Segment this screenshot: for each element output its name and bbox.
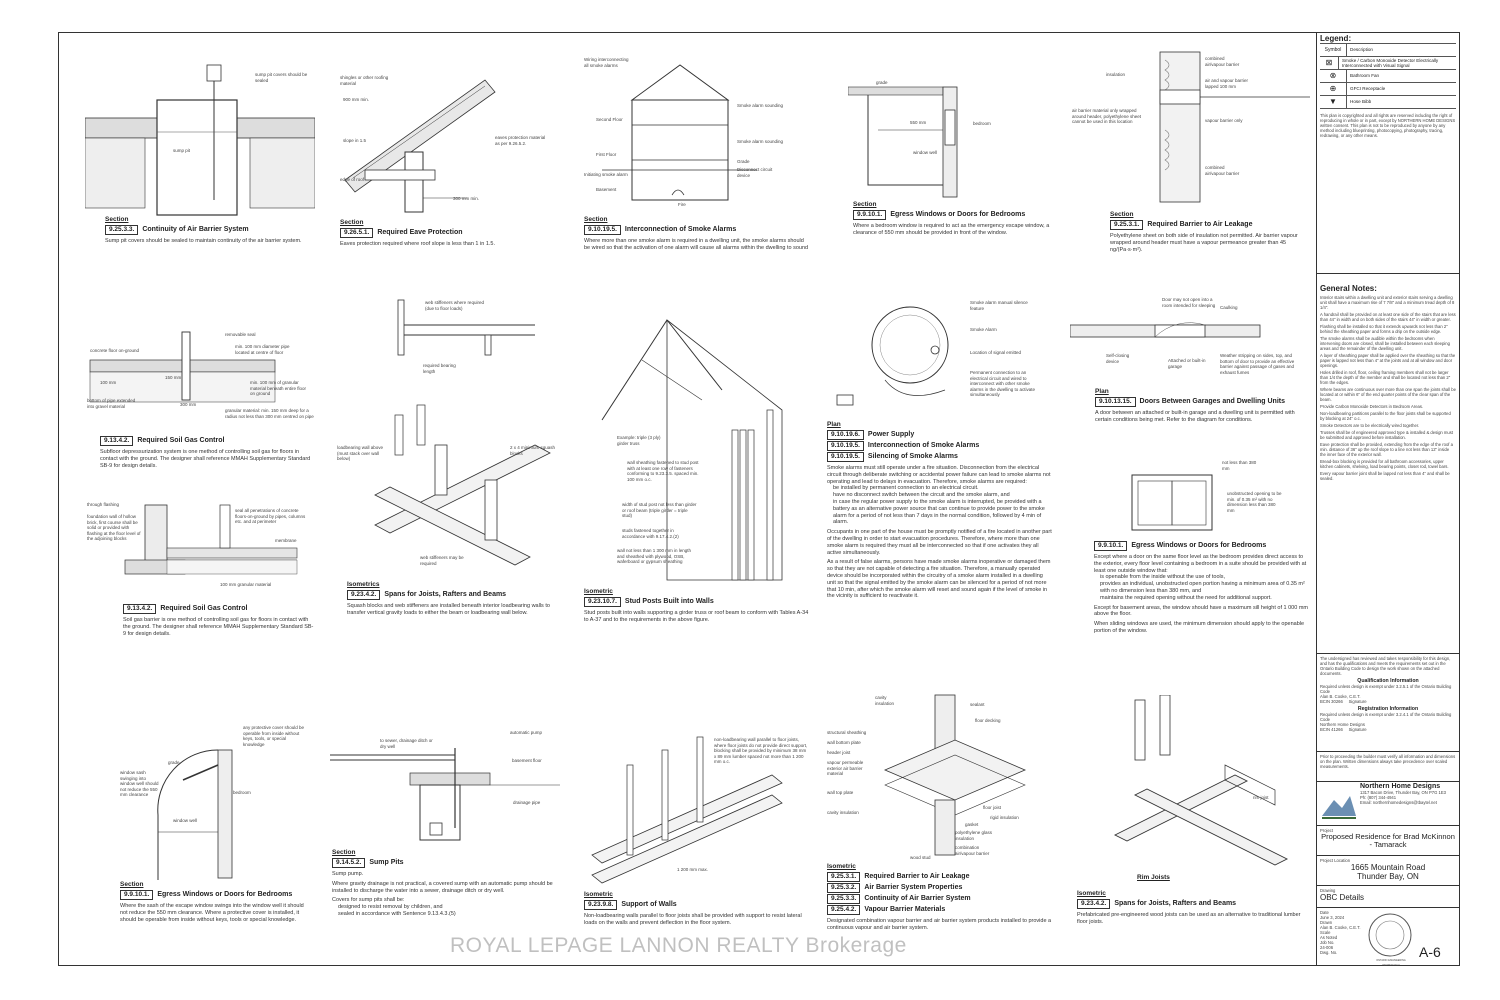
label-gasket: gasket <box>965 822 979 827</box>
detail-title: Stud Posts Built into Walls <box>624 598 714 605</box>
detail-title: Required Soil Gas Control <box>160 605 248 612</box>
label-door-sleeping: Door may not open into a room intended for sleeping <box>1162 297 1216 308</box>
general-note-item: A handrail shall be provided on at least one side of the stairs that are less than 44" in width and on both sides of the stairs 44" in width or greater. <box>1320 312 1456 322</box>
label-sewer: to sewer, drainage ditch or dry well <box>380 738 433 749</box>
label-100mm: 100 mm <box>100 380 117 385</box>
detail-eave-protection <box>335 70 555 270</box>
code-tag: 9.23.4.2. <box>1077 899 1110 909</box>
label-bedroom: bedroom <box>233 790 251 795</box>
company-block <box>1317 782 1459 826</box>
detail-text: Occupants in one part of the house must be promptly notified of a fire located in another part of the dwelling in order to start evacuation procedures. Therefore, where more than one smoke alarm is required they must all be interconnected so that if one activates they all active simultaneously. <box>827 529 1052 556</box>
detail-soil-gas-pipe <box>85 330 315 500</box>
label-floor-joist: floor joist <box>983 805 1002 810</box>
code-tag: 9.25.4.2. <box>827 905 860 915</box>
company-address: 1317 Bacon Drive, Thunder Bay, ON P7G 1E3 <box>1360 790 1446 795</box>
detail-title: Continuity of Air Barrier System <box>864 895 971 902</box>
detail-text: Covers for sump pits shall be: <box>332 897 405 904</box>
label-first-floor: First Floor <box>596 152 617 157</box>
detail-text: Non-loadbearing walls parallel to floor joists shall be provided with support to resist lateral loads on the walls and prevent deflection in the floor system. <box>584 913 802 926</box>
label-cavity-insulation: cavity insulation <box>875 695 895 706</box>
label-grade: Grade <box>737 159 750 164</box>
label-sump-covers: sump pit covers should be sealed <box>255 72 308 83</box>
label-second-floor: Second Floor <box>596 117 623 122</box>
view-label: Section <box>584 216 608 223</box>
code-tag: 9.9.10.1. <box>120 890 153 900</box>
label-attached-garage: Attached or built-in garage <box>1168 358 1206 369</box>
label-loadbearing-wall: loadbearing wall above (must stack over wall below) <box>337 445 384 461</box>
detail-title: Required Barrier to Air Leakage <box>1147 221 1253 228</box>
general-note-item: Flashing shall be installed so that it extends upwards not less than 2" behind the sheathing paper and forms a drip on the outside edge. <box>1320 324 1448 334</box>
label-weather-stripping: Weather stripping on sides, top, and bottom of door to provide an effective barrier against passage of gases and exhaust fumes <box>1220 353 1295 375</box>
detail-joist-squash-blocks <box>335 295 570 650</box>
view-label: Isometric <box>584 588 613 595</box>
responsibility-statement: The undersigned has reviewed and takes responsibility for this design, and has the qualifications and meets the requirements set out in the Ontario Building Code to design the work shown on the attached documents. <box>1320 656 1451 676</box>
view-label: Isometric <box>584 891 613 898</box>
view-label: Section <box>1110 211 1134 218</box>
label-cavity-insulation-2: cavity insulation <box>827 810 859 815</box>
job-label: Job No. <box>1320 940 1335 945</box>
detail-title: Support of Walls <box>621 901 677 908</box>
detail-text: Prefabricated pre-engineered wood joists can be used as an alternative to traditional lumber floor joists. <box>1077 912 1301 925</box>
detail-egress-window-opening <box>1092 455 1310 655</box>
detail-title: Egress Windows or Doors for Bedrooms <box>890 211 1026 218</box>
label-window-well: window well <box>173 818 198 823</box>
code-tag: 9.14.5.2. <box>332 858 365 868</box>
label-edge-of-roof: edge of roof <box>340 177 365 182</box>
label-wall-sheathing: wall sheathing fastened to stud post with at least one row of fasteners conforming to 9.23.3.5. spaced min. 100 mm o.c. <box>627 460 699 482</box>
location-label: Project Location <box>1320 858 1351 863</box>
location-block <box>1317 856 1459 886</box>
label-seal-penetrations: seal all penetrations of concrete floors-on-ground by pipes, columns etc. and at perimeter <box>235 508 306 524</box>
detail-text: Soil gas barrier is one method of controlling soil gas for floors in contact with the ground. The designer shall reference MMAH Supplementary Standard SB-9 for design details. <box>123 617 314 637</box>
label-granular-min: min. 100 mm of granular material beneath entire floor on ground <box>250 380 307 396</box>
dwg-label: Dwg. No. <box>1320 950 1338 955</box>
review-note-block <box>1317 752 1459 782</box>
sheet-number: A-6 <box>1419 944 1441 960</box>
label-bedroom: bedroom <box>973 121 991 126</box>
detail-title: Required Eave Protection <box>377 229 463 236</box>
view-label: Plan <box>827 421 841 428</box>
label-grade: grade <box>168 760 180 765</box>
label-wall-length: wall not less than 1 300 mm in length and sheathed with plywood, OSB, waferboard or gypsum sheathing <box>617 548 692 564</box>
label-grade: grade <box>876 80 888 85</box>
label-disconnect: Disconnect circuit device <box>737 167 773 178</box>
seal-text: ONTARIO ENGINEERING TECHNOLOGY <box>1376 959 1406 967</box>
label-150mm: 150 mm <box>165 375 182 380</box>
company-name: Northern Home Designs <box>1360 783 1441 790</box>
detail-text: Stud posts built into walls supporting a girder truss or roof beam to conform with Tables A-34 to A-37 and to the requirements in the above figure. <box>584 610 809 623</box>
detail-text: Where gravity drainage is not practical, a covered sump with an automatic pump should be installed to discharge the water into a sewer, drainage ditch or dry well. <box>332 880 553 894</box>
label-insulation: insulation <box>1106 72 1126 77</box>
detail-title: Interconnection of Smoke Alarms <box>624 226 737 233</box>
registration-name: Northern Home Designs <box>1320 722 1365 727</box>
detail-title: Egress Windows or Doors for Bedrooms <box>1131 542 1267 549</box>
code-tag: 9.23.4.2. <box>347 590 380 600</box>
location-line-2: Thunder Bay, ON <box>1357 872 1419 881</box>
detail-garage-door <box>1070 295 1310 445</box>
bullet-item: have no disconnect switch between the circuit and the smoke alarm, and <box>833 492 1010 499</box>
detail-text: Eaves protection required where roof slope is less than 1 in 1.5. <box>340 241 496 247</box>
legend-row <box>1320 56 1456 69</box>
legend-description: GFCI Receptacle <box>1350 86 1386 92</box>
label-300mm: 300 mm min. <box>453 196 480 201</box>
code-tag: 9.23.9.8. <box>584 900 617 910</box>
detail-text: A door between an attached or built-in garage and a dwelling unit is permitted with certain conditions being met. Refer to the diagram for conditions. <box>1095 410 1295 423</box>
project-name: Proposed Residence for Brad McKinnon - Tamarack <box>1321 832 1455 849</box>
drawing-name: OBC Details <box>1320 893 1365 902</box>
bcin-value: BCIN 41266 <box>1320 727 1343 732</box>
code-tag: 9.13.4.2. <box>123 604 156 614</box>
bullet-item: in case the regular power supply to the smoke alarm is interrupted, be provided with a battery as an alternative power source that can continue to provide power to the smoke alarm for a period of not less than 7 days in the normal condition, followed by 4 min of alarm. <box>833 498 1045 526</box>
location-line-1: 1665 Mountain Road <box>1350 863 1426 872</box>
detail-title: Required Soil Gas Control <box>137 437 225 444</box>
legend-description: Bathroom Fan <box>1350 73 1380 79</box>
detail-text: Subfloor depressurization system is one method of controlling soil gas for floors in contact with the ground. The designer shall reference MMAH Supplementary Standard SB-9 for design details. <box>100 449 311 469</box>
code-tag: 9.26.5.1. <box>340 228 373 238</box>
detail-text: Except for basement areas, the window should have a maximum sill height of 1 000 mm above the floor. <box>1094 604 1308 618</box>
general-note-item: Where beams are continuous over more than one span the joints shall be located at or within 6" of the end quarter points of the clear span of the beam. <box>1320 387 1456 402</box>
code-tag: 9.10.19.5. <box>827 441 864 451</box>
view-label: Section <box>332 849 356 856</box>
label-sash-swing: window sash swinging into window well should not reduce the 550 mm clearance <box>120 770 159 797</box>
general-note-item: The smoke alarms shall be audible within the bedrooms when intervening doors are closed, shall be installed between each sleeping areas and the remainder of the dwelling unit. <box>1320 336 1450 351</box>
qualification-title: Qualification Information <box>1357 678 1419 684</box>
smoke-alarm-plan-drawing <box>825 295 1055 420</box>
legend-row <box>1320 82 1456 95</box>
label-wiring: Wiring interconnecting all smoke alarms <box>584 57 629 68</box>
rim-joist-isometric-drawing <box>1075 695 1310 870</box>
label-web-stiffeners: web stiffeners where required (due to floor loads) <box>425 300 484 311</box>
label-smoke-alarm: Smoke Alarm <box>970 327 997 332</box>
label-pipe-extended: bottom of pipe extended into gravel material <box>87 398 136 409</box>
label-lapped: air and vapour barrier lapped 100 mm <box>1205 78 1249 89</box>
detail-stud-posts <box>582 310 812 650</box>
drawing-block <box>1317 886 1459 908</box>
code-tag: 9.10.19.5. <box>827 452 864 462</box>
detail-text: Where more than one smoke alarm is required in a dwelling unit, the smoke alarms should be wired so that the activation of one alarm will cause all alarms within the dwelling to sound <box>584 238 809 251</box>
detail-title: Vapour Barrier Materials <box>864 906 946 913</box>
label-eaves-material: eaves protection material as per 9.26.5.2. <box>495 135 546 146</box>
bcin-value: BCIN 30266 <box>1320 699 1343 704</box>
code-tag: 9.9.10.1. <box>853 210 886 220</box>
registration-title: Registration Information <box>1357 706 1419 712</box>
company-logo-icon <box>1320 786 1358 822</box>
label-300mm: 300 mm <box>180 402 197 407</box>
general-notes-list <box>1320 295 1456 481</box>
label-combined-barrier-2: combined air/vapour barrier <box>1205 165 1240 176</box>
detail-egress-sash <box>118 720 313 945</box>
label-rigid-insulation: rigid insulation <box>990 815 1019 820</box>
label-granular-deep: granular material: min. 150 mm deep for a radius not less than 300 mm centred on pipe <box>225 408 314 419</box>
detail-title: Doors Between Garages and Dwelling Units <box>1139 398 1286 405</box>
label-550mm: 550 mm <box>910 120 927 125</box>
label-basement: Basement <box>596 187 617 192</box>
general-note-item: Every vapour barrier joint shall be lapped not less than 4" and shall be sealed. <box>1320 471 1450 481</box>
label-vapour-only: vapour barrier only <box>1205 118 1243 123</box>
detail-text: Designated combination vapour barrier and air barrier system products installed to provide a continuous vapour and air barrier system. <box>827 918 1052 931</box>
code-tag: 9.23.10.7. <box>584 597 621 607</box>
detail-air-vapour-barrier <box>825 690 1060 950</box>
detail-title: Egress Windows or Doors for Bedrooms <box>157 891 293 898</box>
smoke-co-detector-icon: ⊠ <box>1320 57 1339 69</box>
signature-label: Signature <box>1348 699 1367 704</box>
general-note-item: Provide Carbon Monoxide Detectors in Bedroom Areas. <box>1320 404 1424 409</box>
detail-text: Except where a door on the same floor level as the bedroom provides direct access to the exterior, every floor level containing a bedroom in a suite should be provided with at least one outside window that: <box>1094 554 1307 574</box>
detail-rim-joists <box>1075 695 1310 950</box>
drawing-label: Drawing <box>1320 888 1336 893</box>
label-foundation-wall: foundation wall of hollow brick, first course shall be solid or provided with flashing at the floor level of the adjoining blocks <box>87 514 141 541</box>
bullet-item: be installed by permanent connection to an electrical circuit. <box>833 485 979 492</box>
legend-description: Smoke / Carbon Monoxide Detector Electrically Interconnected with Visual Signal <box>1341 57 1439 68</box>
view-label: Section <box>340 219 364 226</box>
legend-description: Hose Bibb <box>1350 99 1372 105</box>
label-vapour-permeable: vapour permeable exterior air barrier material <box>827 760 864 776</box>
label-web-stiffeners-2: web stiffeners may be required <box>420 555 464 566</box>
detail-smoke-interconnection <box>582 55 812 270</box>
registration-bcin <box>1320 727 1456 732</box>
legend <box>1317 32 1459 274</box>
label-nonloadbearing: non-loadbearing wall parallel to floor joists, where floor joists do not provide direct support, blocking shall be provided by minimum 38 mm x 89 mm lumber spaced not more than 1 200 mm o.c. <box>714 737 808 764</box>
label-1200mm: 1 200 mm max. <box>677 867 709 872</box>
label-combination-barrier: combination air/vapour barrier <box>955 845 990 856</box>
label-sealant: sealant <box>970 702 985 707</box>
label-through-flashing: through flashing <box>87 502 120 507</box>
label-studs-fastened: studs fastened together in accordance with 9.17.4.2.(2) <box>622 528 679 539</box>
company-email: Email: northernhomedesigns@tbaytel.net <box>1360 800 1437 805</box>
bullet-item: provides an individual, unobstructed open portion having a minimum area of 0.35 m² with no dimension less than 380 mm, and <box>1100 581 1305 594</box>
detail-title: Sump Pits <box>369 859 404 866</box>
label-fire: Fire <box>678 202 686 207</box>
detail-support-of-walls <box>582 735 812 950</box>
detail-title: Interconnection of Smoke Alarms <box>867 442 980 449</box>
detail-text: Where a bedroom window is required to act as the emergency escape window, a clearance of 550 mm should be provided in front of the window. <box>853 223 1050 236</box>
detail-sump-pits <box>330 728 570 950</box>
project-block <box>1317 826 1459 856</box>
bullet-item: is openable from the inside without the use of tools, <box>1100 574 1226 581</box>
general-note-item: A layer of sheathing paper shall be applied over the sheathing so that the paper is lapped not less than 4" at the joints and at all window and door openings. <box>1320 353 1456 368</box>
legend-symbol-header: Symbol <box>1320 44 1347 56</box>
view-label: Isometrics <box>347 581 380 588</box>
registration-text: Required unless design is exempt under 3.2.4.1 of the Ontario Building Code <box>1320 712 1452 722</box>
legend-description-header: Description <box>1350 47 1373 53</box>
label-initiating: Initiating smoke alarm <box>584 172 628 177</box>
code-tag: 9.10.19.5. <box>584 225 621 235</box>
view-label: Section <box>853 201 877 208</box>
view-label: Isometric <box>1077 890 1106 897</box>
legend-row <box>1320 69 1456 82</box>
label-floor-decking: floor decking <box>975 718 1001 723</box>
label-permanent-connection: Permanent connection to an electrical circuit and wired to interconnect with other smoke alarms in the dwelling to activate simultaneously <box>970 370 1036 397</box>
label-wall-bottom-plate: wall bottom plate <box>827 740 861 745</box>
general-note-item: Non-loadbearing partitions parallel to the floor joists shall be supported by blocking at 24" o.c. <box>1320 411 1451 421</box>
review-note: Prior to proceeding the builder must verify all information and dimensions on the plan. Written dimensions always take precedence over scaled measurements. <box>1320 754 1456 769</box>
label-removable-seal: removable seal <box>225 332 256 337</box>
detail-text: When sliding windows are used, the minimum dimension should apply to the openable portion of the window. <box>1094 621 1305 634</box>
label-protective-cover: any protective cover should be operable from inside without keys, tools, or special knowledge <box>243 725 305 747</box>
watermark: ROYAL LEPAGE LANNON REALTY Brokerage <box>450 934 907 957</box>
detail-text: Where the sash of the escape window swings into the window well it should not reduce the 550 mm clearance. Where a protective cover is installed, it should be operable from inside without keys, tools or special knowledge. <box>120 903 304 923</box>
label-shingles: shingles or other roofing material <box>340 75 389 86</box>
label-stud-width: width of stud post not less than girder or roof beam (triple girder = triple stud) <box>622 502 697 518</box>
job-value: 24-006 <box>1320 945 1334 950</box>
detail-title: Silencing of Smoke Alarms <box>867 453 958 460</box>
general-note-item: Bread-box blocking is provided for all bathroom accessories, upper kitchen cabinets, shelving, load bearing points, closet rod, towel bars. <box>1320 459 1449 469</box>
detail-sump-air-barrier <box>85 60 315 270</box>
legend-row <box>1320 95 1456 109</box>
label-self-closing: Self-closing device <box>1106 353 1130 364</box>
code-tag: 9.25.3.1. <box>1110 220 1143 230</box>
label-bearing-length: required bearing length <box>423 363 456 374</box>
gfci-receptacle-icon: ⊕ <box>1320 83 1347 95</box>
detail-text: Sump pump. <box>332 871 364 877</box>
code-tag: 9.25.3.1. <box>827 872 860 882</box>
general-note-item: Trusses shall be of engineered approved type & installed & design must be submitted and approved before installation. <box>1320 430 1453 440</box>
detail-egress-window-well <box>848 75 1058 270</box>
label-header-joist: header joist <box>827 750 851 755</box>
label-unobstructed: unobstructed opening to be min. of 0.35 m² with no dimension less than 380 mm <box>1227 491 1282 513</box>
general-note-item: Interior stairs within a dwelling unit and exterior stairs serving a dwelling unit shall have a maximum rise of 7 7/8" and a minimum tread depth of 8 1/4". <box>1320 295 1455 310</box>
hose-bibb-icon: ▼ <box>1320 96 1347 108</box>
window-well-section-drawing <box>848 75 1058 200</box>
house-section-smoke-drawing <box>582 55 812 215</box>
engineering-seal-icon <box>1367 912 1413 958</box>
squash-block-isometric-drawing <box>335 295 570 580</box>
label-granular: 100 mm granular material <box>220 582 272 587</box>
general-notes-title: General Notes: <box>1320 284 1377 293</box>
label-900mm: 900 mm min. <box>343 97 370 102</box>
scale-label: Scale <box>1320 930 1331 935</box>
label-wood-stud: wood stud <box>910 855 931 860</box>
detail-soil-gas-barrier <box>85 500 315 650</box>
label-alarm-2nd: Smoke alarm sounding <box>737 103 784 108</box>
label-membrane: membrane <box>275 538 297 543</box>
label-combined-barrier: combined air/vapour barrier <box>1205 56 1240 67</box>
label-basement-floor: basement floor <box>512 758 542 763</box>
label-structural-sheathing: structural sheathing <box>827 730 867 735</box>
drawn-value: Alan B. Cooke, C.E.T. <box>1320 925 1361 930</box>
label-drainage-pipe: drainage pipe <box>513 800 541 805</box>
date-value: June 3, 2024 <box>1320 915 1345 920</box>
code-tag: 9.25.3.2. <box>827 883 860 893</box>
label-alarm-1st: Smoke alarm sounding <box>737 139 784 144</box>
title-block <box>1316 32 1460 966</box>
copyright-notice: This plan is copyrighted and all rights are reserved including the right of reproducing in whole or in part, except by NORTHERN HOME DESIGNS written consent. This plan is not to be reproduced by anyone by any method including blueprinting, photocopying, photography, tracing, redrawing, or any other means. <box>1320 113 1456 138</box>
detail-title: Required Barrier to Air Leakage <box>864 873 970 880</box>
detail-smoke-power <box>825 295 1055 650</box>
sump-pit-section-drawing <box>85 60 315 220</box>
scale-value: As Noted <box>1320 935 1338 940</box>
label-signal: Location of signal emitted <box>970 350 1022 355</box>
label-concrete-floor: concrete floor on-ground <box>90 348 140 353</box>
label-poly-glass: polyethylene glass insulation <box>955 830 993 841</box>
label-girder-truss: Example: triple (3 ply) girder truss <box>617 435 661 446</box>
code-tag: 9.9.10.1. <box>1094 541 1127 551</box>
signature-label: Signature <box>1348 727 1367 732</box>
detail-title: Spans for Joists, Rafters and Beams <box>1114 900 1237 907</box>
company-phone: Ph: (807) 344-4941 <box>1360 795 1397 800</box>
qualification-name: Alan B. Cooke, C.E.T. <box>1320 694 1361 699</box>
label-header-air-barrier: air barrier material only wrapped around header, polyethylene sheet cannot be used in this location <box>1072 108 1142 124</box>
detail-text: As a result of false alarms, persons have made smoke alarms inoperative or damaged them so that they are not capable of detecting a fire situation. Therefore, a manually operated device should be incorporated within the circuitry of a smoke alarm installed in a dwelling unit so that the signal emitted by the smoke alarm can be silenced for a period of not more that 10 min, after which the smoke alarm will reset and sound again if the level of smoke in the vicinity is sufficient to reactivate it. <box>827 559 1051 600</box>
detail-title: Spans for Joists, Rafters and Beams <box>384 591 507 598</box>
code-tag: 9.25.3.3. <box>827 894 860 904</box>
sump-pit-drawing <box>330 728 570 853</box>
code-tag: 9.13.4.2. <box>100 436 133 446</box>
detail-title: Air Barrier System Properties <box>864 884 963 891</box>
label-squash-blocks: 2 x 4 minimum squash blocks <box>510 445 556 456</box>
bullet-item: sealed in accordance with Sentence 9.13.4.3.(5) <box>338 910 456 917</box>
label-silence: Smoke alarm manual silence feature <box>970 300 1028 311</box>
label-window-well: window well <box>913 150 938 155</box>
date-label: Date <box>1320 910 1329 915</box>
code-tag: 9.10.13.15. <box>1095 397 1136 407</box>
label-wall-top-plate: wall top plate <box>827 790 854 795</box>
label-automatic-pump: automatic pump <box>510 730 543 735</box>
code-tag: 9.25.3.3. <box>105 225 138 235</box>
code-tag: 9.10.19.6. <box>827 430 864 440</box>
qualification-bcin <box>1320 699 1456 704</box>
legend-title: Legend: <box>1320 34 1352 43</box>
view-label: Isometric <box>827 863 856 870</box>
view-label: Rim Joists <box>1137 874 1170 881</box>
bullet-item: designed to resist removal by children, and <box>338 904 443 911</box>
detail-title: Continuity of Air Barrier System <box>142 226 249 233</box>
label-380mm: not less than 380 mm <box>1222 460 1257 471</box>
detail-text: Polyethylene sheet on both side of insulation not permitted. Air barrier vapour wrapped around header must have a vapour permeance greater than 45 ng/(Pa·s·m²). <box>1110 233 1298 253</box>
detail-text: Sump pit covers should be sealed to maintain continuity of the air barrier system. <box>105 238 302 244</box>
drawn-label: Drawn <box>1320 920 1333 925</box>
view-label: Section <box>120 881 144 888</box>
info-block <box>1317 908 1459 966</box>
label-rim-joist: rim joist <box>1253 795 1269 800</box>
qualification-text: Required unless design is exempt under 3.2.5.1 of the Ontario Building Code <box>1320 684 1452 694</box>
view-label: Section <box>105 216 129 223</box>
responsibility-block <box>1317 654 1459 752</box>
detail-title: Power Supply <box>867 431 915 438</box>
project-label: Project <box>1320 828 1334 833</box>
general-note-item: Holes drilled in roof, floor, ceiling framing members shall not be larger than 1/4 the depth of the member and shall be located not less than 2" from the edges. <box>1320 370 1451 385</box>
general-notes <box>1317 282 1459 654</box>
view-label: Plan <box>1095 388 1109 395</box>
label-slope: slope in 1.5 <box>343 138 367 143</box>
detail-text: Squash blocks and web stiffeners are installed beneath interior loadbearing walls to transfer vertical gravity loads to either the beam or loadbearing wall below. <box>347 603 550 616</box>
bullet-item: maintains the required opening without the need for additional support. <box>1100 594 1272 601</box>
detail-text: Smoke alarms must still operate under a fire situation. Disconnection from the electrical circuit through deliberate switching or accidental power failure can lead to smoke alarms not operating and lead to delays in evacuation. Therefore, smoke alarms are required: <box>827 465 1051 485</box>
general-note-item: Eave protection shall be provided, extending from the edge of the roof a min. distance of 36" up the roof slope to a line not less than 12" inside the inner face of the exterior wall. <box>1320 442 1453 457</box>
label-caulking: Caulking <box>1220 305 1238 310</box>
general-note-item: Smoke Detectors are to be electrically wired together. <box>1320 423 1420 428</box>
label-sump-pit: sump pit <box>173 148 191 153</box>
stud-post-isometric-drawing <box>582 310 812 585</box>
legend-header-row <box>1320 43 1456 56</box>
bathroom-fan-icon: ⊗ <box>1320 70 1347 82</box>
detail-air-leakage-header <box>1070 50 1310 270</box>
label-pipe: min. 100 mm diameter pipe located at centre of floor <box>235 344 290 355</box>
